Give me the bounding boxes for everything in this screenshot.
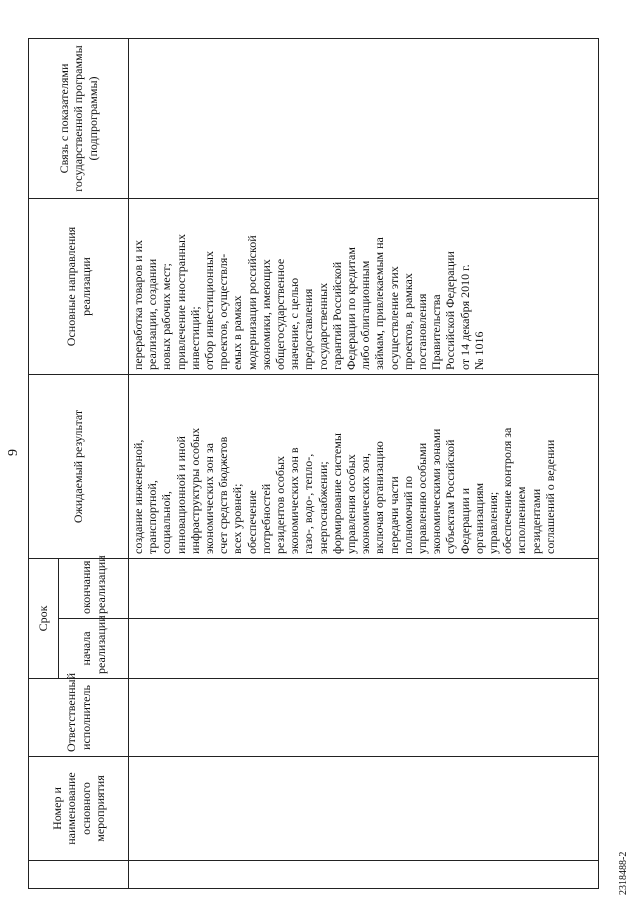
header-responsible: Ответственный исполнитель bbox=[29, 679, 129, 757]
header-term-end: окончания реализации bbox=[59, 559, 129, 619]
header-main-directions: Основные направления реализации bbox=[29, 199, 129, 375]
cell-term-end bbox=[129, 559, 599, 619]
program-table bbox=[28, 38, 599, 889]
header-empty bbox=[29, 861, 129, 889]
cell-link bbox=[129, 39, 599, 199]
cell-empty bbox=[129, 861, 599, 889]
header-expected-result: Ожидаемый результат bbox=[29, 375, 129, 559]
cell-main-directions: переработка товаров и их реализации, создании новых рабочих мест; привлечение иностранных инвестиций; отбор инвестиционных проектов, осуществля- емых в рамках модернизации российской экономики, имеющих общегосударственное значение, с целью предоставления государственных гарантий Российской Федерации по кредитам либо облигационным займам, привлекаемым на осуществление этих проектов, в рамках постановления Правительства Российской Федерации от 14 декабря 2010 г. № 1016 bbox=[129, 199, 599, 375]
document-id: 2318488-2 bbox=[618, 851, 629, 895]
header-term-start: начала реализации bbox=[59, 619, 129, 679]
header-number-name: Номер и наименование основного мероприятия bbox=[29, 757, 129, 861]
page-number: 9 bbox=[6, 449, 21, 456]
cell-number-name bbox=[129, 757, 599, 861]
header-term: Срок bbox=[29, 559, 59, 679]
header-link: Связь с показателями государственной программы (подпрограммы) bbox=[29, 39, 129, 199]
cell-responsible bbox=[129, 679, 599, 757]
cell-expected-result: создание инженерной, транспортной, социальной, инновационной и иной инфраструктуры особых экономических зон за счет средств бюджетов всех уровней; обеспечение потребностей резидентов особых экономических зон в газо-, водо-, тепло-, энергоснабжении; формирование системы управления особых экономических зон, включая организацию передачи части полномочий по управлению особыми экономическими зонами субъектам Российской Федерации и организациям управления; обеспечение контроля за исполнением резидентами соглашений о ведении bbox=[129, 375, 599, 559]
cell-term-start bbox=[129, 619, 599, 679]
